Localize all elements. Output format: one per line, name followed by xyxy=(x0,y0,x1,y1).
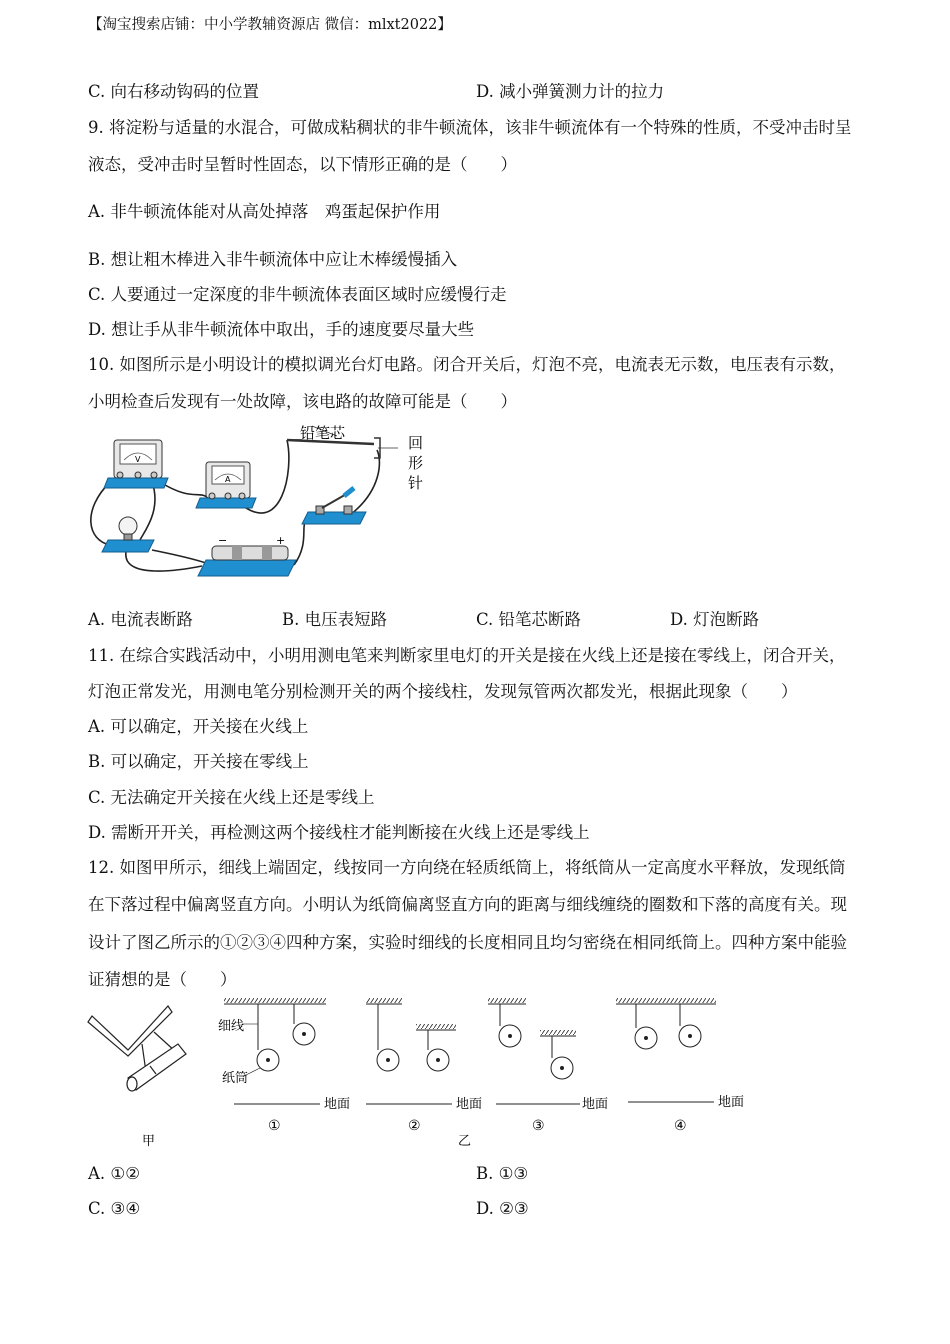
figure-jia xyxy=(88,1006,186,1091)
ammeter-icon xyxy=(196,462,256,508)
label-scheme-4: ④ xyxy=(674,1118,687,1134)
q12-option-d: D. ②③ xyxy=(476,1199,529,1218)
q10-stem-line2: 小明检查后发现有一处故障，该电路的故障可能是（ ） xyxy=(88,392,517,411)
q9-option-a: A. 非牛顿流体能对从高处掉落 鸡蛋起保护作用 xyxy=(88,202,441,221)
q9-option-d: D. 想让手从非牛顿流体中取出，手的速度要尽量大些 xyxy=(88,320,475,339)
q9-option-c: C. 人要通过一定深度的非牛顿流体表面区域时应缓慢行走 xyxy=(88,285,507,304)
q12-option-b: B. ①③ xyxy=(476,1164,529,1183)
q10-option-d: D. 灯泡断路 xyxy=(670,610,760,629)
q10-option-a: A. 电流表断路 xyxy=(88,610,193,629)
q12-stem-line1: 12. 如图甲所示，细线上端固定，线按同一方向绕在轻质纸筒上，将纸筒从一定高度水平释放，发现纸筒 xyxy=(88,858,846,877)
q11-option-b: B. 可以确定，开关接在零线上 xyxy=(88,752,309,771)
q12-stem-line2: 在下落过程中偏离竖直方向。小明认为纸筒偏离竖直方向的距离与细线缠绕的圈数和下落的高度有关。现 xyxy=(88,895,847,914)
q12-stem-line3: 设计了图乙所示的①②③④四种方案，实验时细线的长度相同且均匀密绕在相同纸筒上。四种方案中能验 xyxy=(88,933,847,952)
label-yi: 乙 xyxy=(458,1134,472,1149)
label-scheme-1: ① xyxy=(268,1118,281,1134)
q10-stem-line1: 10. 如图所示是小明设计的模拟调光台灯电路。闭合开关后，灯泡不亮，电流表无示数，电压表有示数， xyxy=(88,355,846,374)
paper-tube-diagram xyxy=(82,992,762,1152)
label-jia: 甲 xyxy=(142,1134,156,1149)
svg-text:+: + xyxy=(276,534,286,547)
circuit-diagram xyxy=(82,420,442,590)
battery-icon xyxy=(198,534,296,576)
q8-option-d: D. 减小弹簧测力计的拉力 xyxy=(476,82,665,101)
q9-option-b: B. 想让粗木棒进入非牛顿流体中应让木棒缓慢插入 xyxy=(88,250,458,269)
q10-option-b: B. 电压表短路 xyxy=(282,610,388,629)
label-ground-3: 地面 xyxy=(582,1097,609,1112)
scheme-1 xyxy=(224,998,326,1104)
q12-stem-line4: 证猜想的是（ ） xyxy=(88,970,237,989)
svg-text:A: A xyxy=(225,475,231,484)
clip-label-3: 针 xyxy=(408,474,424,492)
q12-option-c: C. ③④ xyxy=(88,1199,141,1218)
switch-icon xyxy=(302,488,366,524)
q11-stem-line1: 11. 在综合实践活动中，小明用测电笔来判断家里电灯的开关是接在火线上还是接在零线上，闭合开关， xyxy=(88,646,846,665)
pencil-lead-label: 铅笔芯 xyxy=(300,424,346,442)
clip-label-1: 回 xyxy=(408,434,424,452)
q11-stem-line2: 灯泡正常发光，用测电笔分别检测开关的两个接线柱，发现氖管两次都发光，根据此现象（ ） xyxy=(88,682,798,701)
q11-option-a: A. 可以确定，开关接在火线上 xyxy=(88,717,309,736)
scheme-2 xyxy=(366,998,456,1104)
q8-option-c: C. 向右移动钩码的位置 xyxy=(88,82,260,101)
q11-option-d: D. 需断开开关，再检测这两个接线柱才能判断接在火线上还是零线上 xyxy=(88,823,590,842)
q12-option-a: A. ①② xyxy=(88,1164,140,1183)
svg-text:−: − xyxy=(218,534,228,547)
page-header: 【淘宝搜索店铺：中小学教辅资源店 微信：mlxt2022】 xyxy=(88,17,452,33)
label-ground-2: 地面 xyxy=(456,1097,483,1112)
label-tube: 纸筒 xyxy=(222,1071,249,1086)
voltmeter-icon xyxy=(104,440,168,488)
label-scheme-2: ② xyxy=(408,1118,421,1134)
q9-stem-line2: 液态，受冲击时呈暂时性固态，以下情形正确的是（ ） xyxy=(88,155,517,174)
label-ground-4: 地面 xyxy=(718,1095,745,1110)
label-ground-1: 地面 xyxy=(324,1097,351,1112)
svg-text:V: V xyxy=(135,455,141,464)
clip-label-2: 形 xyxy=(408,454,424,472)
scheme-3 xyxy=(488,998,580,1104)
q9-stem-line1: 9. 将淀粉与适量的水混合，可做成粘稠状的非牛顿流体，该非牛顿流体有一个特殊的性质，不受冲击时呈 xyxy=(88,118,852,137)
label-scheme-3: ③ xyxy=(532,1118,545,1134)
bulb-icon xyxy=(102,517,154,552)
q10-option-c: C. 铅笔芯断路 xyxy=(476,610,582,629)
q11-option-c: C. 无法确定开关接在火线上还是零线上 xyxy=(88,788,375,807)
scheme-4 xyxy=(616,998,716,1102)
label-thread: 细线 xyxy=(218,1019,245,1034)
